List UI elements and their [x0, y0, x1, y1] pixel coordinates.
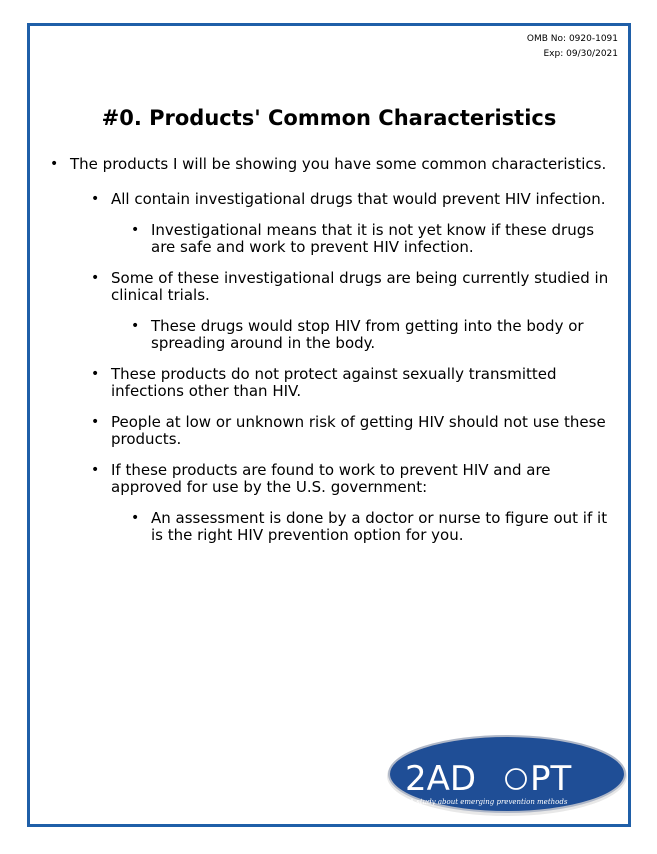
bullet-item: • An assessment is done by a doctor or nurse to figure out if it is the right HIV prevention option for you.	[131, 509, 608, 544]
logo-name-left: 2AD	[405, 759, 477, 799]
expiration-date: Exp: 09/30/2021	[543, 49, 618, 59]
logo-name-right: PT	[530, 759, 572, 799]
bullet-list	[50, 155, 620, 558]
page-frame	[27, 23, 631, 827]
page-title: #0. Products' Common Characteristics	[101, 106, 557, 130]
bullet-item: • Investigational means that it is not yet know if these drugs are safe and work to prevent HIV infection.	[131, 221, 595, 256]
logo-tagline: A study about emerging prevention methods	[409, 798, 568, 806]
bullet-item: • These products do not protect against sexually transmitted infections other than HIV.	[91, 365, 557, 400]
omb-number: OMB No: 0920-1091	[526, 34, 618, 44]
bullet-item: • People at low or unknown risk of getting HIV should not use these products.	[91, 413, 606, 448]
bullet-item: • If these products are found to work to prevent HIV and are approved for use by the U.S. government:	[91, 461, 551, 496]
2adopt-logo	[385, 730, 629, 818]
bullet-item: • Some of these investigational drugs are being currently studied in clinical trials.	[91, 269, 609, 304]
bullet-item: • These drugs would stop HIV from getting into the body or spreading around in the body.	[131, 317, 584, 352]
bullet-item: • The products I will be showing you have some common characteristics.	[50, 155, 607, 173]
omb-info	[527, 32, 618, 62]
bullet-item: • All contain investigational drugs that would prevent HIV infection.	[91, 190, 606, 208]
